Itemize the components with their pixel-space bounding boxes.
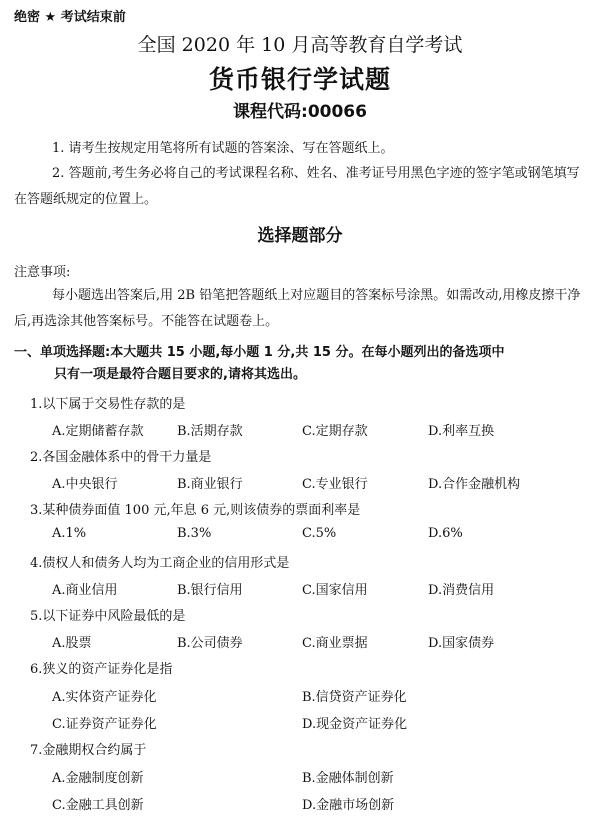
- instruction-1: [14, 136, 586, 162]
- question-stem: 7.金融期权合约属于: [30, 743, 147, 758]
- question-stem: 2.各国金融体系中的骨干力量是: [30, 450, 212, 465]
- option-d: D.金融市场创新: [302, 798, 395, 813]
- option-b: B.商业银行: [177, 477, 243, 492]
- option-b: B.金融体制创新: [302, 771, 394, 786]
- option-a: A.实体资产证券化: [52, 690, 157, 705]
- option-c: C.金融工具创新: [52, 798, 144, 813]
- option-d: D.国家债券: [428, 636, 495, 651]
- question-stem: 3.某种债券面值 100 元,年息 6 元,则该债券的票面利率是: [30, 503, 361, 518]
- option-c: C.证券资产证券化: [52, 717, 157, 732]
- exam-title: 全国 2020 年 10 月高等教育自学考试: [137, 34, 463, 56]
- option-c: C.专业银行: [302, 477, 368, 492]
- option-c: C.5%: [302, 526, 337, 541]
- option-c: C.商业票据: [302, 636, 368, 651]
- option-d: D.消费信用: [428, 583, 495, 598]
- course-code: 课程代码:00066: [233, 102, 367, 122]
- question-stem: 1.以下属于交易性存款的是: [30, 397, 186, 412]
- option-b: B.活期存款: [177, 424, 243, 439]
- option-b: B.信贷资产证券化: [302, 690, 407, 705]
- option-c: C.定期存款: [302, 424, 368, 439]
- instruction-2-text: 2. 答题前,考生务必将自己的考试课程名称、姓名、准考证号用黑色字迹的签字笔或钢笔填写在答题纸规定的位置上。: [14, 166, 580, 207]
- option-d: D.6%: [428, 526, 463, 541]
- option-c: C.国家信用: [302, 583, 368, 598]
- notice-label: 注意事项:: [14, 265, 71, 280]
- part-one-heading: [14, 342, 590, 386]
- option-a: A.股票: [52, 636, 92, 651]
- option-a: A.商业信用: [52, 583, 118, 598]
- option-a: A.1%: [52, 526, 87, 541]
- subject-title: 货币银行学试题: [208, 65, 391, 94]
- part-one-heading-line1: 一、单项选择题:本大题共 15 小题,每小题 1 分,共 15 分。在每小题列出的备选项中: [14, 345, 505, 360]
- question-stem: 5.以下证券中风险最低的是: [30, 609, 186, 624]
- instruction-1-text: 1. 请考生按规定用笔将所有试题的答案涂、写在答题纸上。: [52, 141, 394, 156]
- option-d: D.现金资产证券化: [302, 717, 408, 732]
- notice-text: 每小题选出答案后,用 2B 铅笔把答题纸上对应题目的答案标号涂黑。如需改动,用橡皮擦干净后,再选涂其他答案标号。不能答在试题卷上。: [14, 288, 581, 329]
- part-one-heading-line2: 只有一项是最符合题目要求的,请将其选出。: [54, 367, 306, 382]
- option-d: D.合作金融机构: [428, 477, 521, 492]
- section-title: 选择题部分: [257, 226, 343, 246]
- question-stem: 4.债权人和债务人均为工商企业的信用形式是: [30, 556, 290, 571]
- option-b: B.公司债券: [177, 636, 243, 651]
- option-a: A.中央银行: [52, 477, 118, 492]
- notice-body: [14, 283, 586, 335]
- instruction-2: [14, 161, 586, 213]
- option-b: B.银行信用: [177, 583, 243, 598]
- option-d: D.利率互换: [428, 424, 495, 439]
- option-b: B.3%: [177, 526, 212, 541]
- option-a: A.定期储蓄存款: [52, 424, 144, 439]
- option-a: A.金融制度创新: [52, 771, 144, 786]
- secret-label: 绝密 ★ 考试结束前: [14, 10, 126, 25]
- question-stem: 6.狭义的资产证券化是指: [30, 662, 173, 677]
